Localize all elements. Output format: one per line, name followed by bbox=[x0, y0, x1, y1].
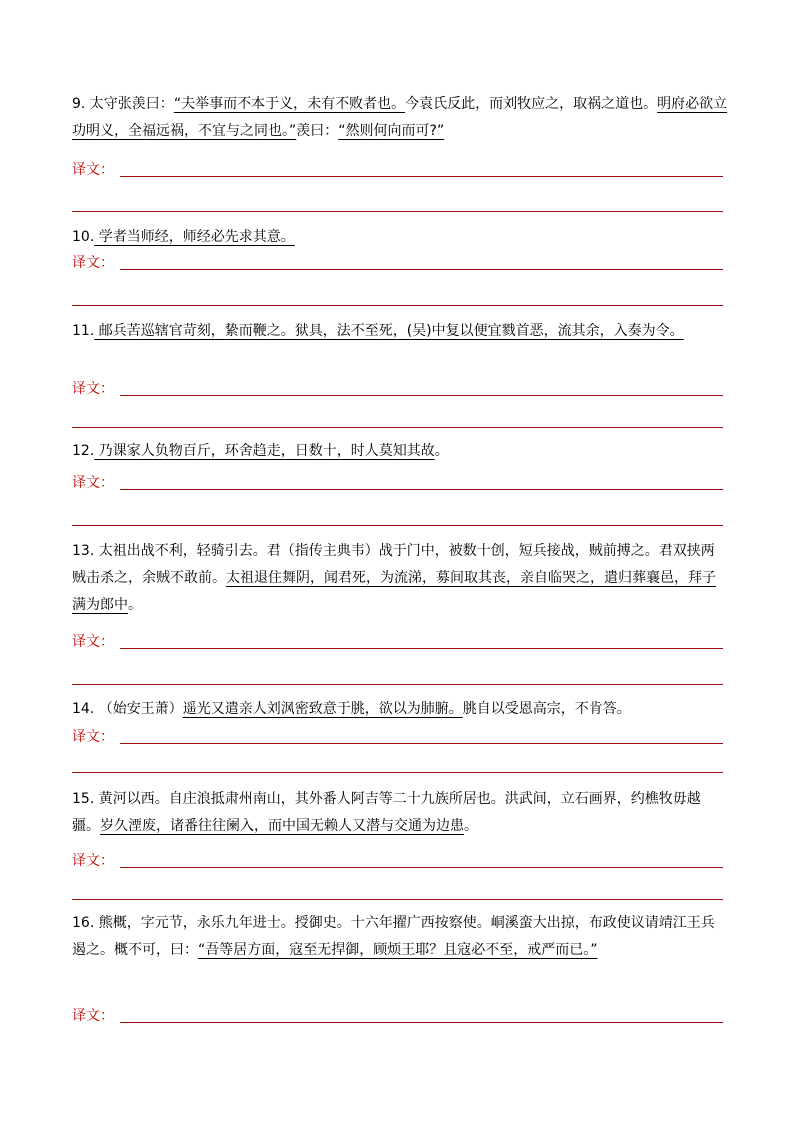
translation-label: 译文： bbox=[72, 475, 114, 491]
translation-label: 译文： bbox=[72, 853, 114, 869]
question-text: 。 bbox=[434, 443, 449, 459]
underlined-text: 明府必欲立功明义，全福远祸，不宜与之同也。” bbox=[72, 96, 728, 139]
question-text: 太守张羡曰： bbox=[85, 96, 174, 112]
translation-label: 译文： bbox=[72, 162, 114, 178]
question-text: 太祖出战不利，轻骑引去。君（指传主典韦）战于门中，被数十创，短兵接战，贼前搏之。君双挟两贼击杀之，余贼不敢前。 bbox=[72, 543, 715, 586]
answer-line[interactable] bbox=[72, 305, 723, 306]
answer-line[interactable] bbox=[120, 743, 723, 744]
question-number: 10. bbox=[72, 229, 95, 245]
question-text: 今袁氏反此，而刘牧应之，取祸之道也。 bbox=[405, 96, 658, 112]
translation-label: 译文： bbox=[72, 381, 114, 397]
underlined-text: “吾等居方面，寇至无捍御，顾烦王耶？且寇必不至，戒严而已。” bbox=[198, 942, 598, 958]
underlined-text: 邮兵苦巡辖官苛刻， bbox=[94, 323, 225, 339]
answer-line[interactable] bbox=[72, 772, 723, 773]
answer-line[interactable] bbox=[72, 211, 723, 212]
answer-line[interactable] bbox=[120, 176, 723, 177]
question-number: 9. bbox=[72, 96, 86, 112]
question-text: 。 bbox=[128, 597, 142, 613]
answer-line[interactable] bbox=[120, 395, 723, 396]
underlined-text: 太祖退住舞阴，闻君死，为流涕，募间取其丧，亲自临哭之，遣归葬襄邑，拜子满为郎中 bbox=[72, 570, 716, 613]
question-number: 15. bbox=[72, 791, 95, 807]
answer-line[interactable] bbox=[120, 1022, 723, 1023]
question-text: （始安王萧） bbox=[94, 701, 183, 717]
question-13 bbox=[72, 538, 728, 619]
answer-line[interactable] bbox=[72, 427, 723, 428]
translation-label: 译文： bbox=[72, 634, 114, 650]
question-15 bbox=[72, 786, 728, 840]
question-text: 熊概，字元节，永乐九年进士。授御史。十六年擢广西按察使。峒溪蛮大出掠，布政使议请靖江王兵遏之。概不可，曰： bbox=[72, 915, 715, 958]
underlined-text: 絷而鞭之。狱具，法不至死，(吴)中复以便宜戮首恶，流其余，入奏为令。 bbox=[224, 323, 684, 339]
translation-label: 译文： bbox=[72, 1008, 114, 1024]
answer-line[interactable] bbox=[72, 899, 723, 900]
answer-line[interactable] bbox=[72, 525, 723, 526]
underlined-text: 遥光又遣亲人刘沨密致意于朓，欲以为肺腑。 bbox=[182, 701, 463, 717]
translation-label: 译文： bbox=[72, 729, 114, 745]
question-number: 16. bbox=[72, 915, 95, 931]
question-text: 。 bbox=[464, 818, 478, 834]
question-number: 13. bbox=[72, 543, 95, 559]
underlined-text: 学者当师经，师经必先求其意。 bbox=[94, 229, 295, 245]
answer-line[interactable] bbox=[120, 269, 723, 270]
question-number: 12. bbox=[72, 443, 95, 459]
question-number: 14. bbox=[72, 701, 95, 717]
question-9 bbox=[72, 91, 728, 145]
question-14 bbox=[72, 696, 728, 723]
question-text: 羡曰： bbox=[296, 123, 339, 139]
underlined-text: “然则何向而可?” bbox=[338, 123, 445, 139]
underlined-text: 岁久湮废，诸番往往阑入，而中国无赖人又潜与交通为边患 bbox=[100, 818, 464, 834]
question-16 bbox=[72, 910, 728, 964]
question-text: 朓自以受恩高宗，不肯答。 bbox=[462, 701, 631, 717]
translation-label: 译文： bbox=[72, 255, 114, 271]
answer-line[interactable] bbox=[120, 867, 723, 868]
question-11 bbox=[72, 318, 728, 345]
question-number: 11. bbox=[72, 323, 95, 339]
underlined-text: “夫举事而不本于义，未有不败者也。 bbox=[173, 96, 406, 112]
answer-line[interactable] bbox=[120, 489, 723, 490]
answer-line[interactable] bbox=[120, 648, 723, 649]
answer-line[interactable] bbox=[72, 684, 723, 685]
question-12 bbox=[72, 438, 728, 465]
underlined-text: 乃课家人负物百斤，环舍趋走，日数十，时人莫知其故 bbox=[94, 443, 435, 459]
question-10 bbox=[72, 224, 728, 251]
question-text: 黄河以西。自庄浪抵肃州南山，其外番人阿吉等二十九族所居也。洪武间，立石画界，约樵牧毋越疆。 bbox=[72, 791, 701, 834]
